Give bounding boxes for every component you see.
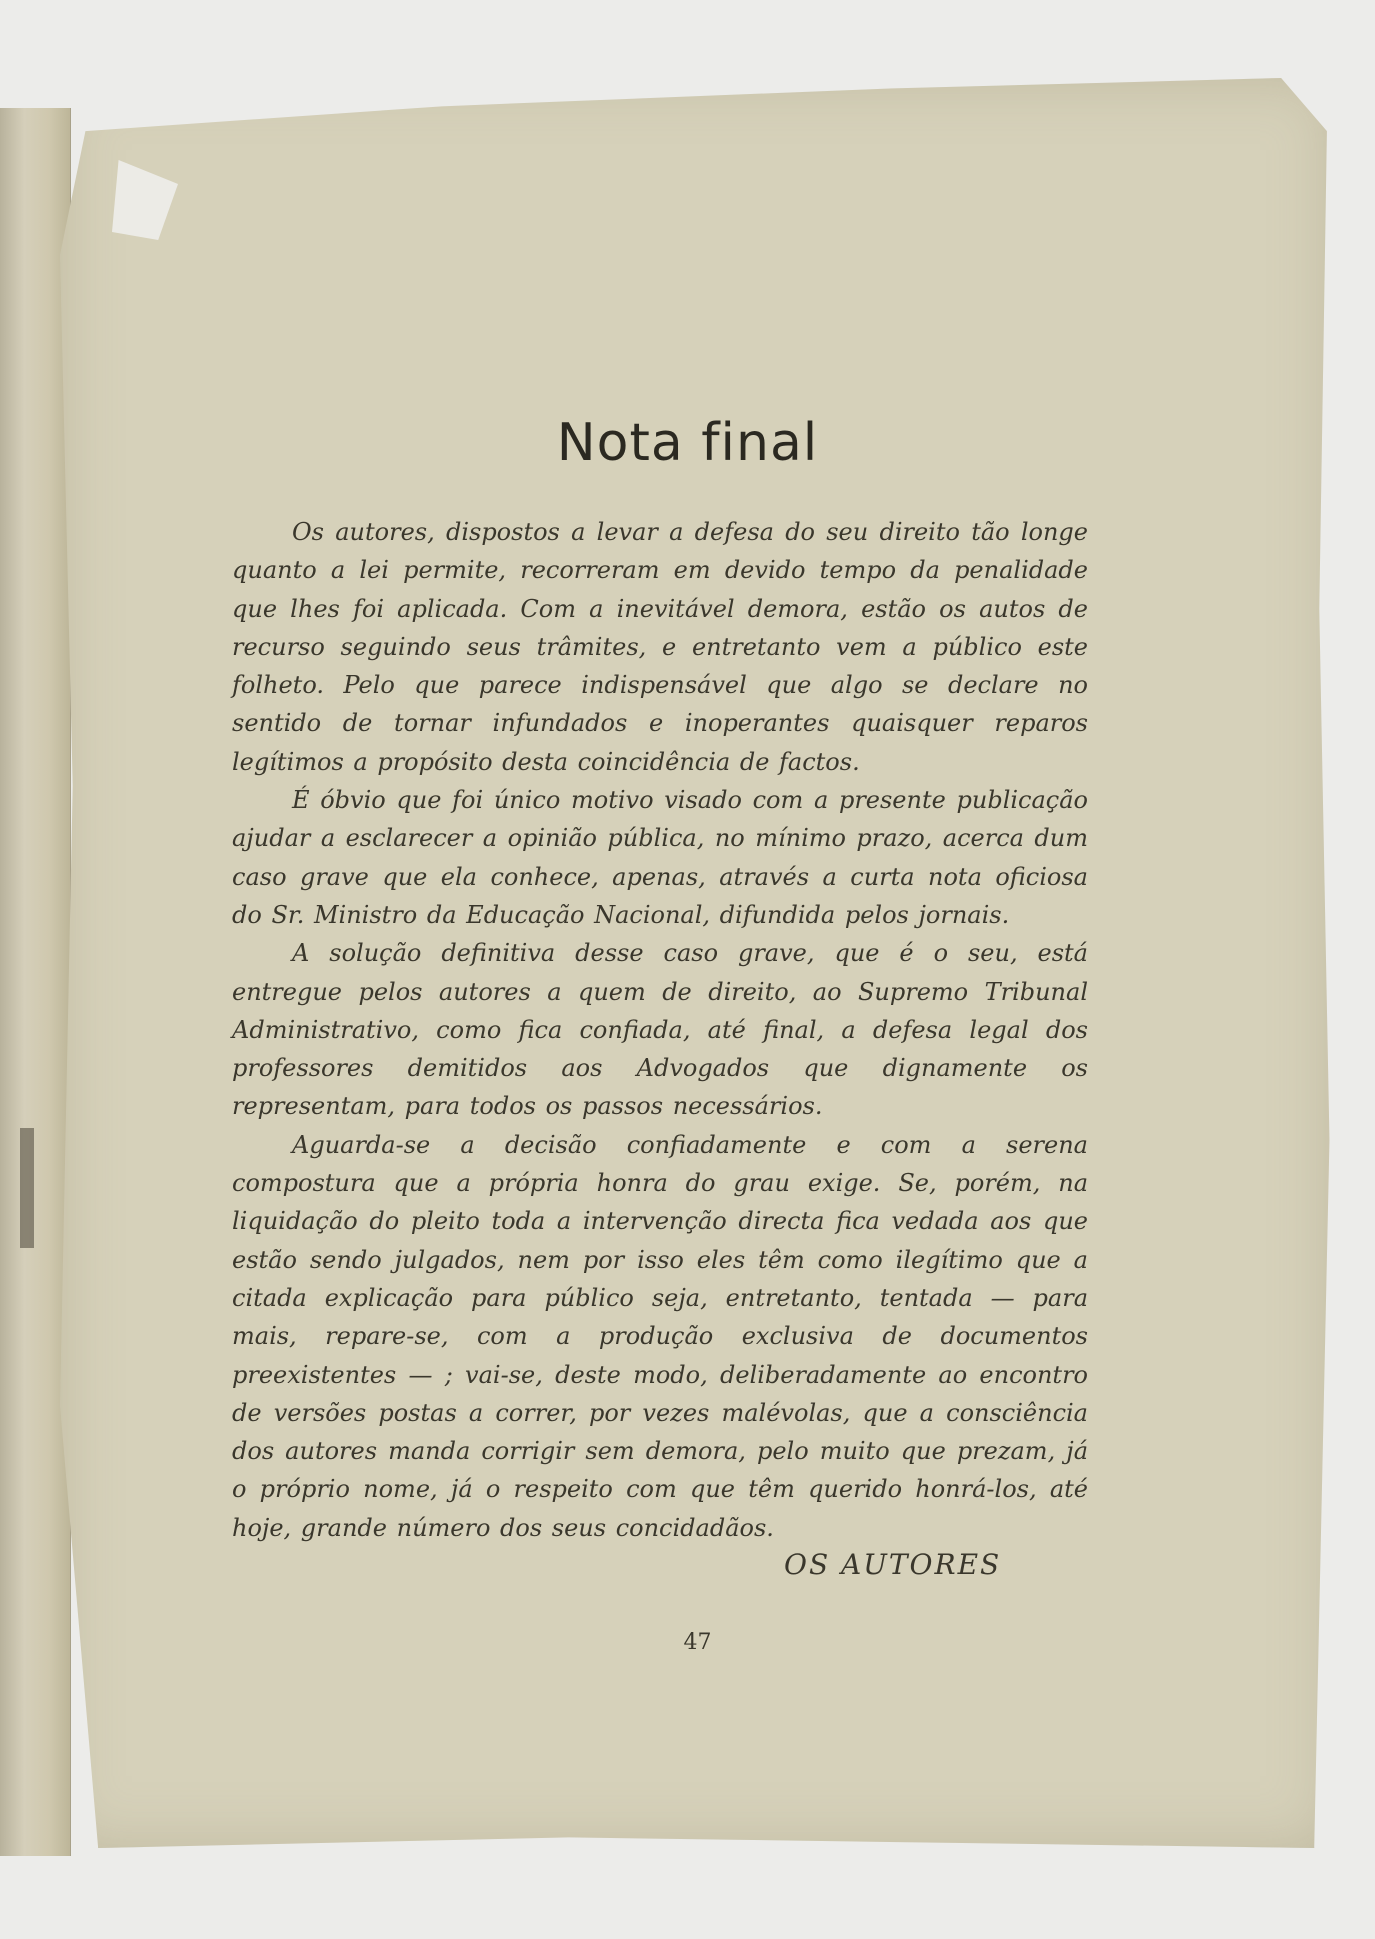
paragraph-3: A solução definitiva desse caso grave, que é o seu, está entregue pelos autores a quem de direito, ao Supremo Tribunal Administrativo, como fica confiada, até final, a defesa legal dos professores demitidos aos Advogados que dignamente os representam, para todos os passos necessários.	[232, 939, 1088, 1121]
signature: OS AUTORES	[784, 1548, 1002, 1581]
paragraph-1: Os autores, dispostos a levar a defesa do seu direito tão longe quanto a lei permite, recorreram em devido tempo da penalidade que lhes foi aplicada. Com a inevitável demora, estão os autos de recurso seguindo seus trâmites, e entretanto vem a público este folheto. Pelo que parece indispensável que algo se declare no sentido de tornar infundados e inoperantes quaisquer reparos legítimos a propósito desta coincidência de factos.	[232, 518, 1088, 776]
paragraph-4: Aguarda-se a decisão confiadamente e com a serena compostura que a própria honra do grau exige. Se, porém, na liquidação do pleito toda a intervenção directa fica vedada aos que estão sendo julgados, nem por isso eles têm como ilegítimo que a citada explicação para público seja, entretanto, tentada — para mais, repare-se, com a produção exclusiva de documentos preexistentes — ; vai-se, deste modo, deliberadamente ao encontro de versões postas a correr, por vezes malévolas, que a consciência dos autores manda corrigir sem demora, pelo muito que prezam, já o próprio nome, já o respeito com que têm querido honrá-los, até hoje, grande número dos seus concidadãos.	[232, 1130, 1088, 1542]
binding-staple	[20, 1128, 34, 1248]
page-title: Nota final	[556, 413, 819, 473]
body-text	[232, 513, 1088, 1547]
left-page-edge	[0, 108, 71, 1856]
paragraph-2: É óbvio que foi único motivo visado com a presente publicação ajudar a esclarecer a opinião pública, no mínimo prazo, acerca dum caso grave que ela conhece, apenas, através a curta nota oficiosa do Sr. Ministro da Educação Nacional, difundida pelos jornais.	[232, 786, 1088, 929]
page-number: 47	[683, 1630, 712, 1655]
